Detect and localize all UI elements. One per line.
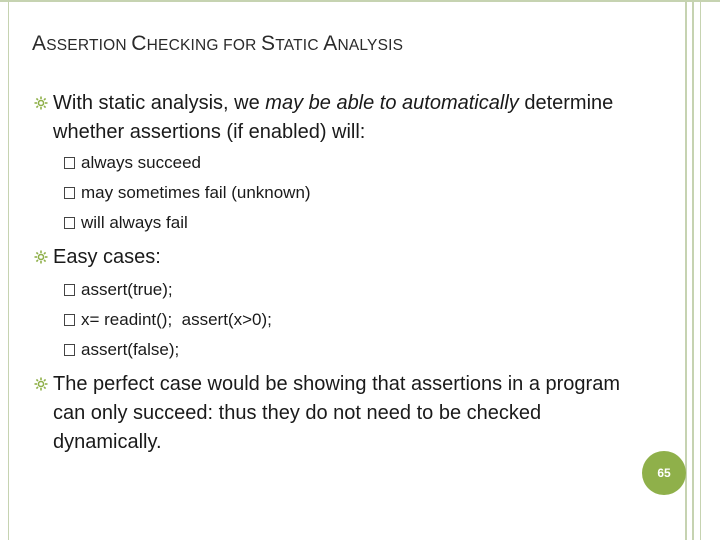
sub-bullet — [64, 279, 173, 301]
slide-title — [32, 32, 403, 56]
bullet-text — [53, 89, 653, 147]
sub-bullet-text: always succeed — [81, 153, 202, 172]
slide-frame-top — [0, 0, 720, 12]
title-cap: C — [131, 32, 147, 55]
sub-bullet-text: will always fail — [81, 213, 188, 232]
bullet-text-italic: may be able to automatically — [265, 92, 519, 114]
sun-bullet-icon — [34, 377, 48, 391]
sub-bullet-text: assert(true); — [81, 280, 173, 299]
bullet-text: Easy cases: — [53, 246, 161, 268]
sun-bullet-icon — [34, 96, 48, 110]
sub-bullet-text: assert(false); — [81, 340, 180, 359]
title-rest: NALYSIS — [337, 37, 404, 54]
page-number: 65 — [657, 466, 671, 480]
page-number-badge — [642, 451, 686, 495]
decorative-rail — [692, 0, 694, 540]
sun-bullet-icon — [34, 250, 48, 264]
sub-bullet — [64, 339, 179, 361]
square-box-icon — [64, 284, 75, 296]
decorative-rail — [685, 0, 687, 540]
bullet-text-part: With static analysis, we — [53, 92, 266, 114]
sub-bullet — [64, 212, 188, 234]
slide-frame-left — [8, 0, 9, 540]
title-cap: A — [323, 32, 338, 55]
decorative-rail — [700, 0, 701, 540]
sub-bullet-text: x= readint(); assert(x>0); — [81, 310, 272, 329]
title-rest: HECKING FOR — [146, 37, 262, 54]
square-box-icon — [64, 217, 75, 229]
square-box-icon — [64, 314, 75, 326]
square-box-icon — [64, 157, 75, 169]
bullet-text-part: determine whether assertions (if enabled) will: — [53, 92, 614, 143]
square-box-icon — [64, 187, 75, 199]
sub-bullet — [64, 182, 311, 204]
title-rest: SSERTION — [46, 37, 132, 54]
square-box-icon — [64, 344, 75, 356]
bullet-text: The perfect case would be showing that assertions in a program can only succeed: thus they do not need to be checked dynamically. — [53, 373, 620, 453]
sub-bullet-text: may sometimes fail (unknown) — [81, 183, 311, 202]
title-cap: A — [32, 32, 47, 55]
sub-bullet — [64, 152, 201, 174]
title-cap: S — [261, 32, 276, 55]
title-rest: TATIC — [275, 37, 324, 54]
sub-bullet — [64, 309, 272, 331]
